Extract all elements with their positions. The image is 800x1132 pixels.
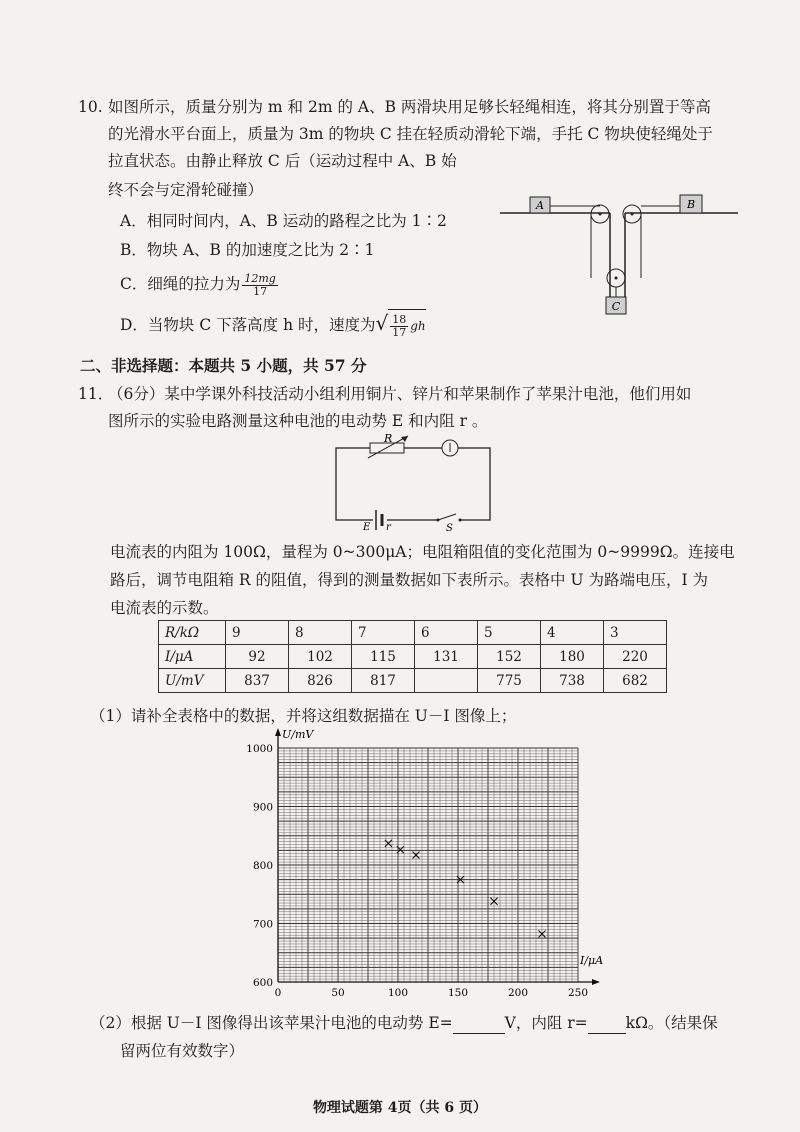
x-tick-label: 0 bbox=[274, 987, 282, 999]
circuit-label-r: r bbox=[386, 522, 391, 532]
q10-option-d-prefix: D．当物块 C 下落高度 h 时，速度为 bbox=[120, 316, 376, 334]
q10-stem-line4: 终不会与定滑轮碰撞） bbox=[108, 181, 264, 199]
table-cell: 102 bbox=[289, 645, 352, 669]
data-table bbox=[158, 620, 667, 693]
table-cell-blank bbox=[415, 669, 478, 693]
circuit-diagram bbox=[328, 434, 498, 532]
pulley-figure bbox=[500, 185, 740, 320]
q10-option-c-prefix: C．细绳的拉力为 bbox=[120, 275, 241, 293]
q11-sub2-text-b: V，内阻 r= bbox=[504, 1014, 588, 1032]
q11-para-line2: 路后，调节电阻箱 R 的阻值，得到的测量数据如下表所示。表格中 U 为路端电压，I 为 bbox=[110, 571, 708, 589]
q11-number: 11． bbox=[78, 385, 114, 403]
table-cell: 826 bbox=[289, 669, 352, 693]
q10-stem-line2: 的光滑水平台面上，质量为 3m 的物块 C 挂在轻质动滑轮下端，手托 C 物块使轻绳处于 bbox=[108, 125, 713, 143]
table-cell: 682 bbox=[604, 669, 667, 693]
x-tick-label: 250 bbox=[567, 987, 589, 999]
circuit-label-e: E bbox=[363, 522, 371, 532]
q10-option-d-num: 18 bbox=[392, 312, 407, 326]
circuit-label-s: S bbox=[446, 523, 453, 532]
table-cell: 3 bbox=[604, 621, 667, 645]
q11-sub2-text-a: （2）根据 U－I 图像得出该苹果汁电池的电动势 E= bbox=[90, 1014, 453, 1032]
q10-option-d-suffix: gh bbox=[410, 319, 426, 333]
table-cell: 738 bbox=[541, 669, 604, 693]
q10-option-d-den: 17 bbox=[392, 325, 407, 339]
sqrt-symbol: √ bbox=[375, 311, 389, 335]
q11-sub2-text-c: kΩ。（结果保 bbox=[625, 1014, 718, 1032]
y-tick-label: 700 bbox=[252, 918, 273, 931]
q11-stem-line2: 图所示的实验电路测量这种电池的电动势 E 和内阻 r 。 bbox=[108, 412, 488, 430]
table-cell: 8 bbox=[289, 621, 352, 645]
q10-option-d-fraction bbox=[390, 314, 408, 339]
table-cell: 6 bbox=[415, 621, 478, 645]
q10-option-c-fraction bbox=[242, 273, 277, 298]
q10-option-c bbox=[120, 269, 280, 299]
q11-para-line1: 电流表的内阻为 100Ω，量程为 0~300μA；电阻箱阻值的变化范围为 0~9999Ω。连接电 bbox=[110, 543, 735, 561]
y-tick-label: 1000 bbox=[246, 743, 273, 755]
chart-xlabel: I/μA bbox=[580, 954, 604, 967]
x-tick-label: 100 bbox=[387, 987, 409, 999]
table-cell: 131 bbox=[415, 645, 478, 669]
table-cell: 115 bbox=[352, 645, 415, 669]
q10-stem-line3: 拉直状态。由静止释放 C 后（运动过程中 A、B 始 bbox=[108, 152, 457, 170]
q11-para-line3: 电流表的示数。 bbox=[110, 599, 219, 617]
y-tick-label: 800 bbox=[252, 860, 273, 872]
table-header-i: I/μA bbox=[159, 645, 226, 669]
y-tick-label: 600 bbox=[252, 977, 273, 989]
table-cell: 7 bbox=[352, 621, 415, 645]
q10-option-a: A．相同时间内，A、B 运动的路程之比为 1∶2 bbox=[120, 212, 447, 230]
x-tick-label: 150 bbox=[447, 987, 469, 999]
table-row-i bbox=[159, 645, 667, 669]
page-footer: 物理试题第 4页（共 6 页） bbox=[312, 1100, 488, 1116]
table-cell: 4 bbox=[541, 621, 604, 645]
table-header-u: U/mV bbox=[159, 669, 226, 693]
resistance-answer-blank[interactable] bbox=[588, 1013, 626, 1034]
y-tick-label: 900 bbox=[252, 801, 273, 814]
q11-stem-line1: （6分）某中学课外科技活动小组利用铜片、锌片和苹果制作了苹果汁电池，他们用如 bbox=[108, 385, 692, 403]
q10-option-d bbox=[120, 308, 426, 341]
q11-sub2-line1 bbox=[90, 1013, 718, 1034]
table-row-u bbox=[159, 669, 667, 693]
chart-ylabel: U/mV bbox=[282, 728, 314, 741]
table-cell: 92 bbox=[226, 645, 289, 669]
q10-stem-line1: 如图所示，质量分别为 m 和 2m 的 A、B 两滑块用足够长轻绳相连，将其分别置于等高 bbox=[108, 98, 711, 116]
table-cell: 5 bbox=[478, 621, 541, 645]
x-axis-arrow bbox=[592, 979, 600, 985]
q10-option-c-num: 12mg bbox=[244, 271, 276, 285]
table-row-r bbox=[159, 621, 667, 645]
q10-option-c-den: 17 bbox=[253, 284, 268, 298]
q11-sub1: （1）请补全表格中的数据，并将这组数据描在 U－I 图像上； bbox=[90, 707, 517, 725]
table-cell: 220 bbox=[604, 645, 667, 669]
table-cell: 817 bbox=[352, 669, 415, 693]
table-cell: 9 bbox=[226, 621, 289, 645]
emf-answer-blank[interactable] bbox=[453, 1013, 505, 1034]
block-c-label: C bbox=[611, 300, 621, 313]
y-axis-arrow bbox=[275, 728, 281, 736]
circuit-label-r-box: R bbox=[384, 434, 393, 445]
x-tick-label: 200 bbox=[507, 987, 529, 999]
table-cell: 775 bbox=[478, 669, 541, 693]
table-cell: 837 bbox=[226, 669, 289, 693]
table-cell: 180 bbox=[541, 645, 604, 669]
ui-chart bbox=[240, 726, 630, 1001]
x-tick-label: 50 bbox=[331, 987, 345, 999]
block-a-label: A bbox=[536, 199, 544, 212]
q11-sub2-line2: 留两位有效数字） bbox=[120, 1042, 245, 1060]
q10-option-b: B．物块 A、B 的加速度之比为 2∶1 bbox=[120, 241, 375, 259]
q10-number: 10. bbox=[78, 98, 103, 116]
table-header-r: R/kΩ bbox=[159, 621, 226, 645]
block-b-label: B bbox=[686, 198, 696, 211]
table-cell: 152 bbox=[478, 645, 541, 669]
section2-heading: 二、非选择题：本题共 5 小题，共 57 分 bbox=[80, 356, 367, 375]
